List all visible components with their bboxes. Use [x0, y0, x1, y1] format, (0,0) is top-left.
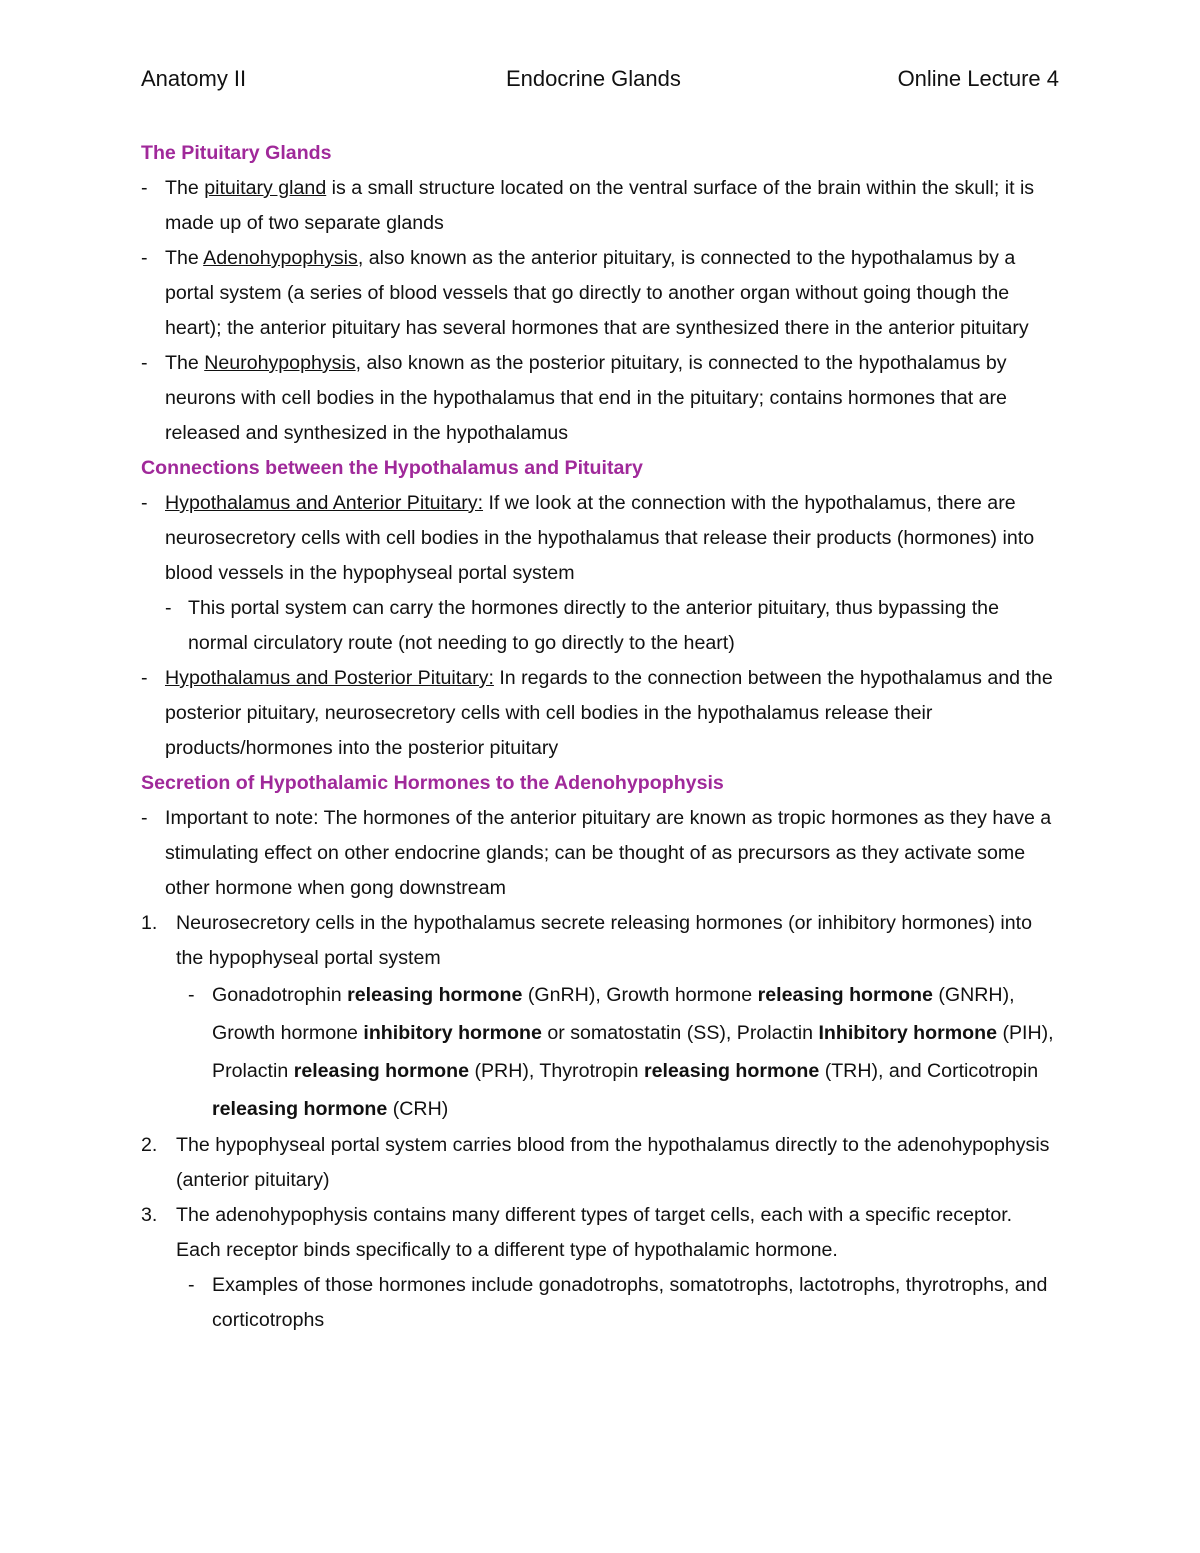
- header-lecture: Online Lecture 4: [897, 66, 1059, 91]
- text-run: (TRH), and Corticotropin: [819, 1060, 1039, 1082]
- numbered-item: [141, 1128, 1061, 1198]
- list-item: [141, 661, 1061, 766]
- text-run: The: [165, 247, 204, 269]
- sub-list-item: [141, 1268, 1061, 1338]
- text-run: is a small structure located on the ventral surface of the brain within the skull; it is made up of two separate glands: [165, 177, 1035, 234]
- page-header: [141, 66, 1059, 102]
- text-run: The: [165, 352, 205, 374]
- text-run: The hypophyseal portal system carries blood from the hypothalamus directly to the adenohypophysis (anterior pituitary): [176, 1134, 1050, 1191]
- term-pituitary-gland: pituitary gland: [204, 177, 327, 199]
- bold-term: releasing hormone: [643, 1060, 820, 1082]
- bullet-marker: -: [141, 807, 148, 829]
- text-run: (GnRH), Growth hormone: [522, 984, 758, 1006]
- bullet-marker: -: [141, 492, 148, 514]
- number-marker: 2.: [141, 1134, 158, 1156]
- document-body: [141, 136, 1061, 1338]
- text-run: , also known as the posterior pituitary, is connected to the hypothalamus by neurons with cell bodies in the hypothalamus that end in the pituitary; contains hormones that are released and synthesized in the hypothalamus: [165, 352, 1007, 444]
- text-run: , also known as the anterior pituitary, is connected to the hypothalamus by a portal system (a series of blood vessels that go directly to another organ without going though the heart); the anterior pituitary has several hormones that are synthesized there in the anterior pituitary: [165, 247, 1029, 339]
- list-item: [141, 171, 1061, 241]
- text-run: (PIH), Prolactin: [212, 1022, 1054, 1082]
- term-neurohypophysis: Neurohypophysis: [204, 352, 356, 374]
- text-run: (CRH): [387, 1098, 449, 1120]
- bold-term: releasing hormone: [293, 1060, 469, 1082]
- term-hypothalamus-posterior: Hypothalamus and Posterior Pituitary:: [165, 667, 494, 689]
- section-heading-connections: Connections between the Hypothalamus and Pituitary: [141, 457, 643, 479]
- sub-list-item: [141, 591, 1061, 661]
- text-run: (PRH), Thyrotropin: [469, 1060, 644, 1082]
- bold-term: inhibitory hormone: [363, 1022, 542, 1044]
- text-run: In regards to the connection between the hypothalamus and the posterior pituitary, neurosecretory cells with cell bodies in the hypothalamus release their products/hormones into the posterior pituitary: [165, 667, 1053, 759]
- bullet-marker: -: [188, 984, 195, 1006]
- bold-term: releasing hormone: [347, 984, 523, 1006]
- list-item: [141, 486, 1061, 591]
- section-heading-secretion: Secretion of Hypothalamic Hormones to the Adenohypophysis: [141, 772, 724, 794]
- text-run: Examples of those hormones include gonadotrophs, somatotrophs, lactotrophs, thyrotrophs, and corticotrophs: [212, 1274, 1048, 1331]
- text-run: This portal system can carry the hormones directly to the anterior pituitary, thus bypassing the normal circulatory route (not needing to go directly to the heart): [188, 597, 999, 654]
- bold-term: releasing hormone: [212, 1098, 388, 1120]
- number-marker: 3.: [141, 1204, 158, 1226]
- bullet-marker: -: [141, 352, 148, 374]
- term-adenohypophysis: Adenohypophysis: [203, 247, 358, 269]
- list-item: [141, 346, 1061, 451]
- number-marker: 1.: [141, 912, 158, 934]
- term-hypothalamus-anterior: Hypothalamus and Anterior Pituitary:: [165, 492, 484, 514]
- section-heading-pituitary: The Pituitary Glands: [141, 142, 332, 164]
- numbered-item: [141, 1198, 1061, 1268]
- bullet-marker: -: [165, 597, 172, 619]
- text-run: Gonadotrophin: [212, 984, 348, 1006]
- list-item: [141, 801, 1061, 906]
- list-item: [141, 241, 1061, 346]
- bullet-marker: -: [141, 247, 148, 269]
- bullet-marker: -: [141, 667, 148, 689]
- text-run: The: [165, 177, 205, 199]
- sub-list-item: [141, 976, 1061, 1128]
- text-run: (GNRH), Growth hormone: [212, 984, 1015, 1044]
- numbered-item: [141, 906, 1061, 976]
- text-run: or somatostatin (SS), Prolactin: [541, 1022, 819, 1044]
- text-run: Neurosecretory cells in the hypothalamus secrete releasing hormones (or inhibitory hormones) into the hypophyseal portal system: [176, 912, 1033, 969]
- text-run: The adenohypophysis contains many different types of target cells, each with a specific receptor. Each receptor binds specifically to a different type of hypothalamic hormone.: [176, 1204, 1013, 1261]
- header-topic: Endocrine Glands: [506, 66, 681, 91]
- bold-term: releasing hormone: [757, 984, 933, 1006]
- text-run: Important to note: The hormones of the anterior pituitary are known as tropic hormones as they have a stimulating effect on other endocrine glands; can be thought of as precursors as they activate some other hormone when gong downstream: [165, 807, 1052, 899]
- bullet-marker: -: [188, 1274, 195, 1296]
- text-run: If we look at the connection with the hypothalamus, there are neurosecretory cells with cell bodies in the hypothalamus that release their products (hormones) into blood vessels in the hypophyseal portal system: [165, 492, 1035, 584]
- header-course: Anatomy II: [141, 66, 247, 91]
- bullet-marker: -: [141, 177, 148, 199]
- bold-term: Inhibitory hormone: [818, 1022, 997, 1044]
